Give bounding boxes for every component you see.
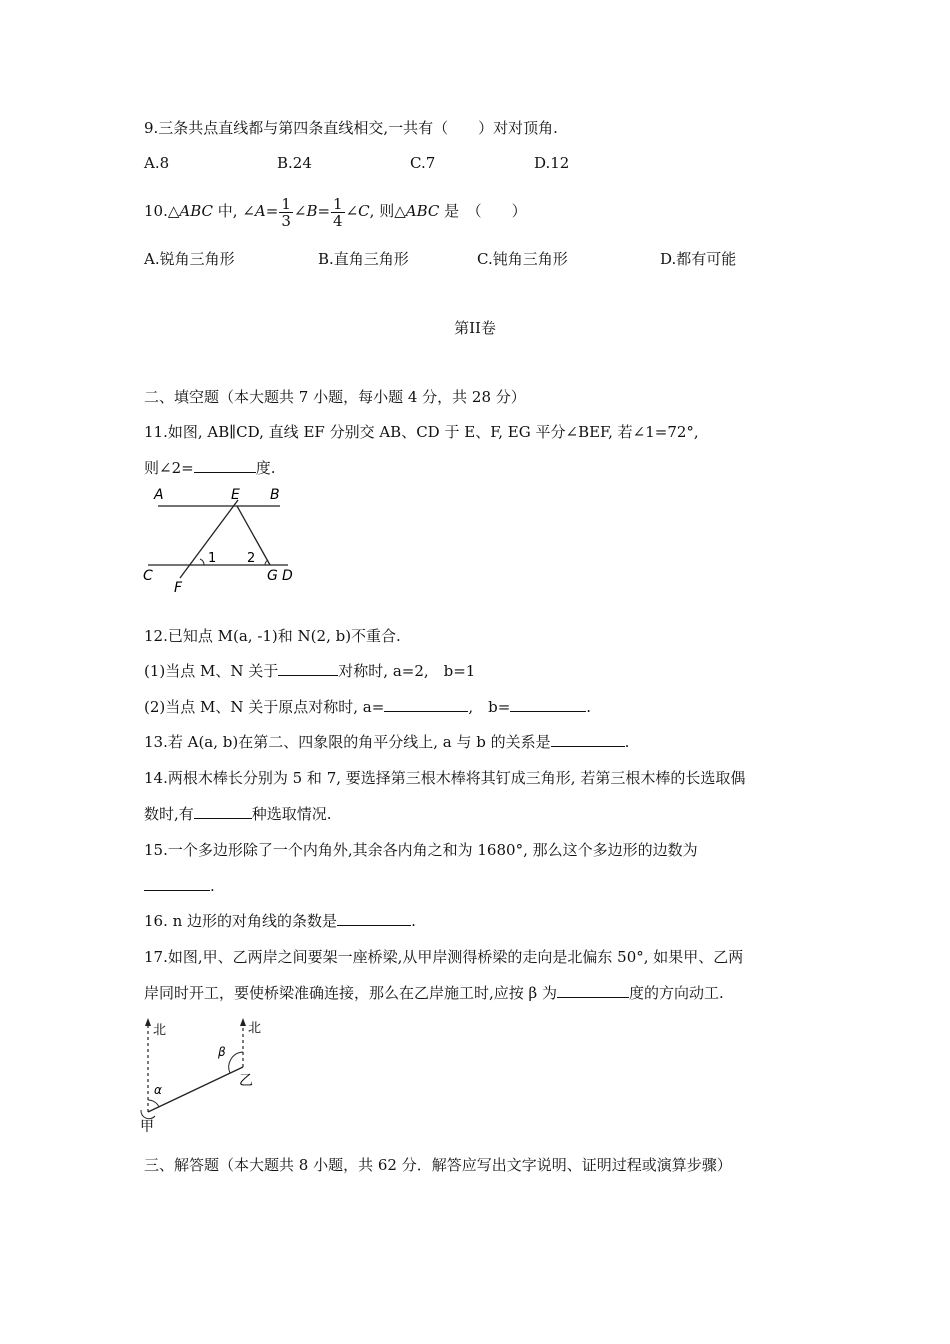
label-e: E [231,487,240,503]
q9-option-b: B.24 [277,154,312,172]
question-15-line-1: 15.一个多边形除了一个内角外,其余各内角之和为 1680°, 那么这个多边形的边数为 [144,841,698,859]
label-g: G [267,568,278,584]
label-angle-2: 2 [247,551,256,566]
answer-blank [551,732,625,747]
label-jia: 甲 [140,1119,154,1135]
fraction-one-third: $\frac{1}{3}$ [281,194,291,230]
label-beta: β [218,1045,226,1059]
question-9: 9.三条共点直线都与第四条直线相交,一共有（ ）对对顶角. [144,119,558,137]
question-12-part-1: (1)当点 M、N 关于 对称时, a=2, b=1 [144,662,476,680]
answer-blank [337,911,411,926]
fraction-one-quarter: $\frac{1}{4}$ [333,194,343,230]
section-title: 第II卷 [454,319,496,337]
q10-option-a: A.锐角三角形 [144,250,235,268]
answer-blank [194,458,256,473]
question-16: 16. n 边形的对角线的条数是 . [144,912,416,930]
answer-blank [557,983,629,998]
question-12: 12.已知点 M(a, -1)和 N(2, b)不重合. [144,627,401,645]
part-2-heading: 二、填空题（本大题共 7 小题，每小题 4 分，共 28 分） [144,388,526,406]
label-b: B [270,487,280,503]
q9-option-a: A.8 [144,154,170,172]
answer-blank [278,661,338,676]
angle-1-arc [200,559,204,565]
bridge-line [148,1067,243,1112]
question-11-line-1: 11.如图, AB∥CD, 直线 EF 分别交 AB、CD 于 E、F, EG 平分∠BEF, 若∠1=72°, [144,423,699,441]
question-12-part-2: (2)当点 M、N 关于原点对称时, a= , b= . [144,698,592,716]
question-13: 13.若 A(a, b)在第二、四象限的角平分线上, a 与 b 的关系是 . [144,733,630,751]
q11-figure [140,482,310,597]
north-arrow-jia-icon [145,1018,151,1026]
label-angle-1: 1 [208,551,217,566]
label-alpha: α [154,1083,162,1097]
question-15-line-2: . [144,876,215,896]
q10-option-c: C.钝角三角形 [477,250,568,268]
question-14-line-1: 14.两根木棒长分别为 5 和 7, 要选择第三根木棒将其钉成三角形, 若第三根木棒的长选取偶 [144,769,746,787]
answer-blank [194,804,252,819]
question-17-line-1: 17.如图,甲、乙两岸之间要架一座桥梁,从甲岸测得桥梁的走向是北偏东 50°, 如果甲、乙两 [144,948,744,966]
label-north-yi: 北 [248,1021,262,1036]
label-a: A [154,487,164,503]
q9-option-c: C.7 [410,154,436,172]
q9-option-d: D.12 [534,154,570,172]
label-f: F [174,580,183,596]
line-ef [180,500,238,578]
answer-blank [144,876,210,891]
angle-alpha-arc [148,1100,159,1107]
answer-blank [384,697,468,712]
north-arrow-yi-icon [240,1018,246,1026]
q10-option-d: D.都有可能 [660,250,737,268]
q10-option-b: B.直角三角形 [318,250,409,268]
part-3-heading: 三、解答题（本大题共 8 小题，共 62 分．解答应写出文字说明、证明过程或演算步骤） [144,1156,732,1174]
question-17-line-2: 岸同时开工，要使桥梁准确连接，那么在乙岸施工时,应按 β 为 度的方向动工. [144,984,724,1002]
label-yi: 乙 [239,1073,253,1089]
question-11-line-2: 则∠2= 度. [144,459,276,477]
question-14-line-2: 数时,有 种选取情况. [144,805,332,823]
question-10: 10.△ABC 中, ∠A= $\frac{1}{3}$ ∠B= $\frac{1}{4}$ ∠C, 则△ABC 是 （ ） [144,194,527,230]
label-c: C [143,568,153,584]
answer-blank [510,697,586,712]
label-north-jia: 北 [153,1023,167,1038]
angle-2-arc [265,560,268,565]
q17-figure [138,1012,278,1137]
label-d: D [282,568,293,584]
